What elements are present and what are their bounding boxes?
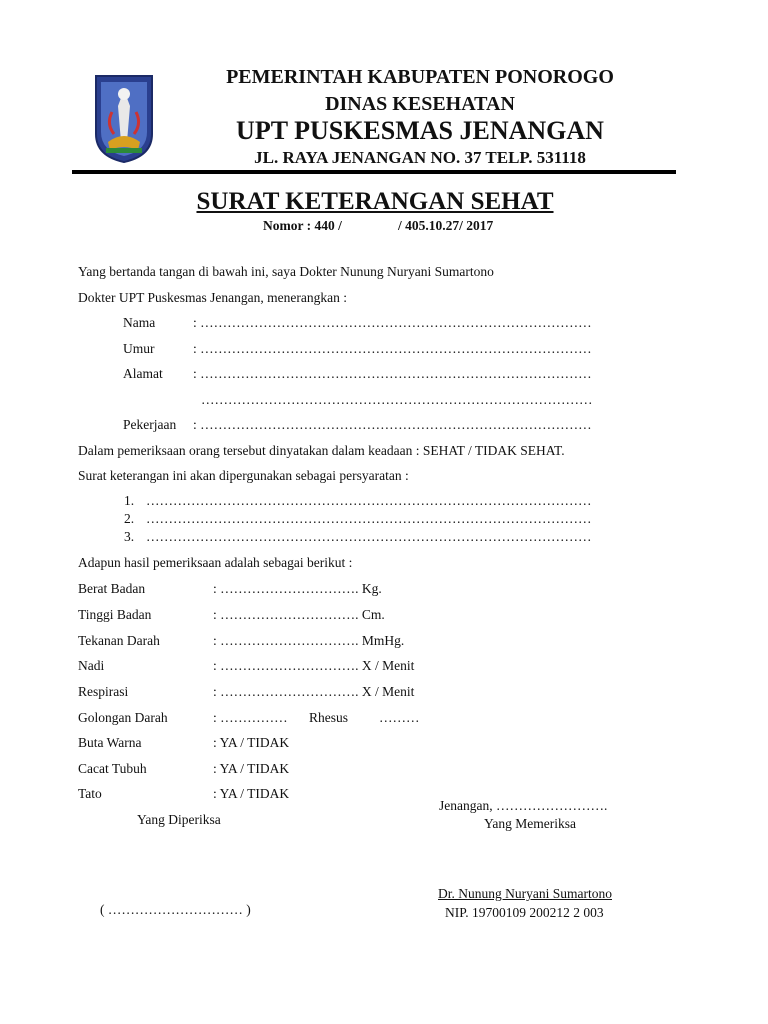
result-value: : …………………………. MmHg. [213, 633, 405, 648]
result-value: : YA / TIDAK [213, 761, 290, 776]
purpose-number: 1. [124, 493, 135, 508]
purpose-number: 3. [124, 529, 135, 544]
purpose-dotted-line: ……………………………………………………………………………………… [146, 493, 592, 508]
field-label: Pekerjaan [123, 417, 177, 432]
doctor-name: Dr. Nunung Nuryani Sumartono [438, 886, 612, 901]
field-label: Umur [123, 341, 155, 356]
result-label: Tekanan Darah [78, 633, 160, 648]
result-value: : YA / TIDAK [213, 735, 290, 750]
place-date-line: Jenangan, ……………………. [439, 798, 608, 813]
result-value: : …………………………. Cm. [213, 607, 385, 622]
result-label: Cacat Tubuh [78, 761, 147, 776]
result-value: : …………………………. X / Menit [213, 684, 415, 699]
field-label: Nama [123, 315, 156, 330]
examined-party-label: Yang Diperiksa [137, 812, 221, 827]
result-value: : …………………………. X / Menit [213, 658, 415, 673]
result-value: : …………………………. Kg. [213, 581, 382, 596]
purpose-dotted-line: ……………………………………………………………………………………… [146, 511, 592, 526]
field-dotted-line: : …………………………………………………………………………… [193, 366, 592, 381]
intro-line-1: Yang bertanda tangan di bawah ini, saya Dokter Nunung Nuryani Sumartono [78, 264, 494, 279]
rhesus-label: Rhesus [309, 710, 349, 725]
field-dotted-line: : …………………………………………………………………………… [193, 315, 592, 330]
purpose-line: Surat keterangan ini akan dipergunakan sebagai persyaratan : [78, 468, 409, 483]
intro-line-2: Dokter UPT Puskesmas Jenangan, menerangkan : [78, 290, 347, 305]
examined-signature-blank: ( ………………………… ) [100, 902, 251, 917]
result-label: Nadi [78, 658, 105, 673]
purpose-dotted-line: ……………………………………………………………………………………… [146, 529, 592, 544]
field-label: Alamat [123, 366, 163, 381]
doctor-nip: NIP. 19700109 200212 2 003 [445, 905, 604, 920]
field-dotted-line: : …………………………………………………………………………… [193, 417, 592, 432]
examiner-label: Yang Memeriksa [484, 816, 576, 831]
result-label: Berat Badan [78, 581, 146, 596]
field-dotted-line: : …………………………………………………………………………… [193, 341, 592, 356]
result-value: : …………… [213, 710, 288, 725]
letterhead-department: DINAS KESEHATAN [325, 93, 515, 115]
rhesus-dotted-line: ……… [379, 710, 420, 725]
field-dotted-line: …………………………………………………………………………… [201, 392, 593, 407]
result-label: Respirasi [78, 684, 129, 699]
health-status-line: Dalam pemeriksaan orang tersebut dinyatakan dalam keadaan : SEHAT / TIDAK SEHAT. [78, 443, 565, 458]
result-label: Tato [78, 786, 102, 801]
letterhead-institution: UPT PUSKESMAS JENANGAN [236, 116, 604, 145]
result-label: Tinggi Badan [78, 607, 152, 622]
purpose-number: 2. [124, 511, 135, 526]
document-title: SURAT KETERANGAN SEHAT [196, 188, 554, 215]
letterhead-address: JL. RAYA JENANGAN NO. 37 TELP. 531118 [254, 148, 586, 167]
document-number-suffix: / 405.10.27/ 2017 [398, 218, 494, 233]
results-intro: Adapun hasil pemeriksaan adalah sebagai berikut : [78, 555, 353, 570]
result-value: : YA / TIDAK [213, 786, 290, 801]
letterhead-divider [72, 170, 676, 174]
result-label: Buta Warna [78, 735, 142, 750]
letterhead-government: PEMERINTAH KABUPATEN PONOROGO [226, 66, 614, 88]
document-number-label: Nomor : 440 / [263, 218, 342, 233]
result-label: Golongan Darah [78, 710, 168, 725]
